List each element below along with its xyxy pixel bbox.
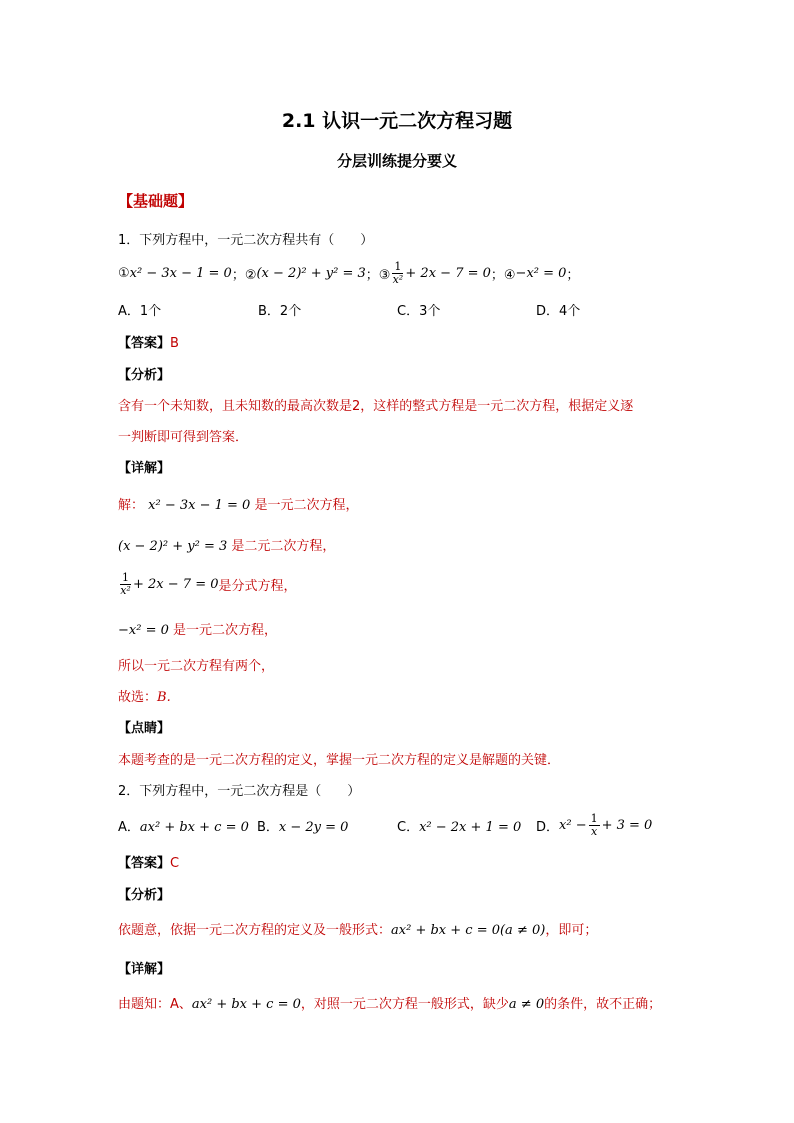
q2-option-b[interactable] — [257, 816, 348, 835]
q1-d3-den: x² — [120, 583, 131, 597]
q2-detail-expr: ax² + bx + c = 0 — [191, 997, 301, 1012]
page-title: 2.1 认识一元二次方程习题 — [281, 110, 513, 132]
q1-detail-line-5: 所以一元二次方程有两个， — [118, 659, 275, 674]
q1-d1-post: 是一元二次方程， — [254, 498, 359, 513]
q2-analysis-expr: ax² + bx + c = 0(a ≠ 0) — [391, 923, 546, 938]
q1-eq-3-tail: + 2x − 7 = 0 — [405, 265, 491, 281]
q1-detail-line-3 — [118, 566, 297, 602]
q1-equations-line — [118, 260, 579, 286]
q1-sep-3: ；④ — [490, 267, 516, 283]
q1-eq-3-den: x² — [392, 272, 404, 286]
q1-answer-value: B — [170, 336, 179, 351]
q2-analysis-post: ，即可； — [545, 923, 598, 938]
q2-option-c[interactable] — [397, 816, 521, 835]
q1-analysis-label: 【分析】 — [118, 368, 171, 383]
q2-option-b-label: B． — [257, 820, 279, 835]
q1-detail-line-6 — [118, 686, 171, 705]
page-subtitle: 分层训练提分要义 — [336, 152, 457, 170]
q2-detail-pre: 由题知：A、 — [118, 997, 192, 1012]
q2-option-d-num: 1 — [590, 811, 598, 825]
q2-analysis-line — [118, 919, 597, 938]
q2-analysis-pre: 依题意，依据一元二次方程的定义及一般形式： — [118, 923, 392, 938]
q1-detail-line-2 — [118, 535, 335, 554]
q2-option-a[interactable] — [118, 816, 249, 835]
q2-option-d-den: x — [590, 824, 598, 838]
q1-answer-label: 【答案】 — [118, 336, 171, 351]
q1-d3-num: 1 — [122, 570, 129, 584]
q1-option-a[interactable]: A．1个 — [118, 304, 162, 319]
q1-d2-post: 是二元二次方程， — [231, 539, 336, 554]
q1-d3-fraction — [120, 572, 131, 597]
q2-option-b-expr: x − 2y = 0 — [278, 820, 349, 835]
q2-option-d-label: D． — [536, 819, 560, 835]
q1-comment-label: 【点睛】 — [118, 721, 171, 736]
q1-sep-1: ；② — [231, 267, 257, 283]
q2-option-a-label: A． — [118, 820, 140, 835]
q1-eq-4: −x² = 0 — [515, 265, 567, 281]
q1-d2-expr: (x − 2)² + y² = 3 — [118, 539, 228, 554]
q2-answer — [118, 852, 179, 871]
q1-option-d[interactable]: D．4个 — [536, 304, 581, 319]
q1-detail-line-4 — [118, 619, 277, 638]
q1-end: ； — [566, 267, 580, 283]
q1-stem: 1．下列方程中，一元二次方程共有（ ） — [118, 233, 374, 248]
q1-d3-tail: + 2x − 7 = 0 — [133, 576, 219, 592]
q2-stem: 2．下列方程中，一元二次方程是（ ） — [118, 784, 361, 799]
q1-d6-val: B. — [157, 690, 171, 705]
q1-analysis-line-2: 一判断即可得到答案． — [118, 430, 249, 445]
q1-eq-2: (x − 2)² + y² = 3 — [256, 265, 366, 281]
q1-eq-3-num: 1 — [394, 259, 402, 273]
q1-detail-line-1 — [118, 494, 358, 513]
q1-sep-2: ；③ — [365, 267, 391, 283]
q1-eq-1: x² − 3x − 1 = 0 — [129, 265, 232, 281]
q1-circle-1: ① — [118, 265, 130, 281]
q1-d6-pre: 故选： — [118, 690, 158, 705]
q2-option-c-expr: x² − 2x + 1 = 0 — [419, 820, 522, 835]
q1-option-c[interactable]: C．3个 — [397, 304, 441, 319]
q1-comment-text: 本题考查的是一元二次方程的定义，掌握一元二次方程的定义是解题的关键． — [118, 753, 561, 768]
q1-eq-3-fraction — [392, 261, 403, 286]
q2-detail-label: 【详解】 — [118, 962, 171, 977]
q2-answer-value: C — [170, 856, 180, 871]
q2-option-d[interactable] — [536, 808, 652, 842]
q2-answer-label: 【答案】 — [118, 856, 171, 871]
q2-option-c-label: C． — [397, 820, 420, 835]
q2-option-a-expr: ax² + bx + c = 0 — [139, 820, 249, 835]
q1-d4-expr: −x² = 0 — [118, 623, 169, 638]
q2-detail-line — [118, 993, 661, 1012]
q2-detail-expr-2: a ≠ 0 — [508, 997, 545, 1012]
section-basic-heading: 【基础题】 — [118, 192, 194, 210]
q2-analysis-label: 【分析】 — [118, 888, 171, 903]
q2-option-d-pre: x² − — [559, 817, 587, 833]
q1-d1-expr: x² − 3x − 1 = 0 — [148, 498, 251, 513]
q1-d1-pre: 解： — [118, 498, 145, 513]
q1-option-b[interactable]: B．2个 — [258, 304, 302, 319]
q1-d4-post: 是一元二次方程， — [173, 623, 278, 638]
q2-option-d-post: + 3 = 0 — [601, 817, 653, 833]
q2-detail-mid: ，对照一元二次方程一般形式，缺少 — [300, 997, 509, 1012]
q1-answer — [118, 332, 179, 351]
q1-detail-label: 【详解】 — [118, 461, 171, 476]
q1-d3-post: 是分式方程， — [218, 578, 297, 594]
q2-option-d-fraction — [589, 813, 600, 838]
q2-detail-post: 的条件，故不正确； — [544, 997, 662, 1012]
q1-analysis-line-1: 含有一个未知数，且未知数的最高次数是2，这样的整式方程是一元二次方程，根据定义逐 — [118, 399, 634, 414]
